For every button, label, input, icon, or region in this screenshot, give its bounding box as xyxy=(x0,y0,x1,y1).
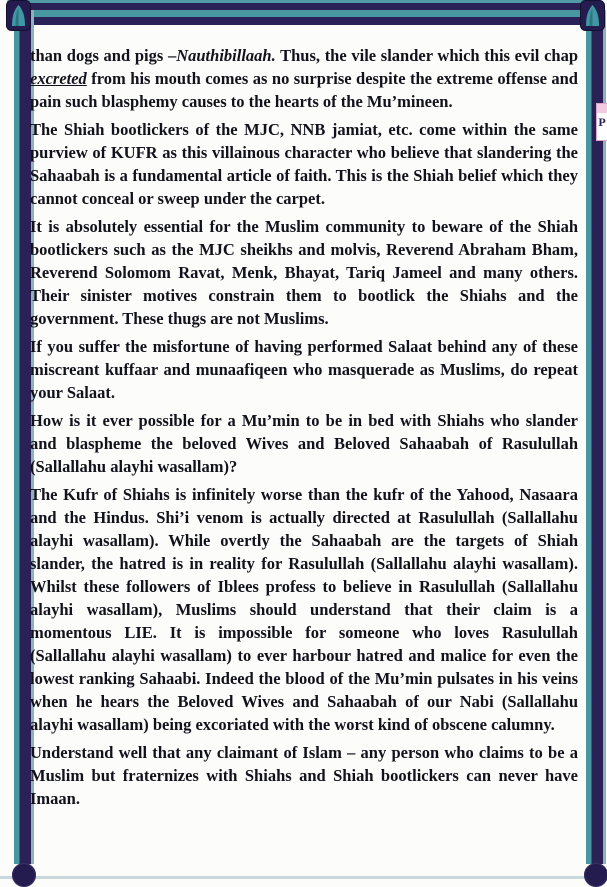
paragraph: It is absolutely essential for the Muslim community to beware of the Shiah bootlickers such as the MJC sheikhs and molvis, Reverend Abraham Bham, Reverend Solomom Ravat, Menk, Bhayat, Tariq Jameel and many others. Their sinister motives constrain them to bootlick the Shiahs and the government. These thugs are not Muslims. xyxy=(30,217,578,328)
edge-tab[interactable] xyxy=(596,103,607,141)
paragraph: How is it ever possible for a Mu’min to be in bed with Shiahs who slander and blaspheme the beloved Wives and Beloved Sahaabah of Rasulullah (Sallallahu alayhi wasallam)? xyxy=(30,411,578,476)
paragraph: Understand well that any claimant of Islam – any person who claims to be a Muslim but fraternizes with Shiahs and Shiah bootlickers can never have Imaan. xyxy=(30,743,578,808)
border-foot-right xyxy=(584,863,607,887)
edge-tab-label: P xyxy=(598,114,606,129)
paragraph: If you suffer the misfortune of having performed Salaat behind any of these miscreant kuffaar and munaafiqeen who masquerade as Muslims, do repeat your Salaat. xyxy=(30,337,578,402)
corner-ornament-top-right-icon xyxy=(580,0,605,31)
text-run-italic-underline: excreted xyxy=(30,69,87,88)
page-border-top xyxy=(7,0,602,25)
border-foot-left xyxy=(12,863,36,887)
page-bottom-rule xyxy=(0,876,607,879)
text-run: than dogs and pigs – xyxy=(30,46,177,65)
paragraph: The Shiah bootlickers of the MJC, NNB jamiat, etc. come within the same purview of KUFR as this villainous character who believe that slandering the Sahaabah is a fundamental article of faith. This is the Shiah belief which they cannot conceal or sweep under the carpet. xyxy=(30,120,578,208)
text-run: from his mouth comes as no surprise despite the extreme offense and pain such blasphemy causes to the hearts of the Mu’mineen. xyxy=(30,69,578,111)
document-text xyxy=(30,44,578,815)
paragraph xyxy=(30,44,578,113)
text-run: Thus, the vile slander which this evil chap xyxy=(275,46,578,65)
paragraph: The Kufr of Shiahs is infinitely worse than the kufr of the Yahood, Nasaara and the Hindus. Shi’i venom is actually directed at Rasulullah (Sallallahu alayhi wasallam). While overtly the Sahaabah are the targets of Shiah slander, the hatred is in reality for Rasulullah (Sallallahu alayhi wasallam). Whilst these followers of Iblees profess to believe in Rasulullah (Sallallahu alayhi wasallam), Muslims should understand that their claim is a momentous LIE. It is impossible for someone who loves Rasulullah (Sallallahu alayhi wasallam) to ever harbour hatred and malice for even the lowest ranking Sahaabi. Indeed the blood of the Mu’min pulsates in his veins when he hears the Beloved Wives and Sahaabah of our Nabi (Sallallahu alayhi wasallam) being excoriated with the worst kind of obscene calumny. xyxy=(30,485,578,734)
corner-ornament-top-left-icon xyxy=(6,0,31,31)
text-run-italic: Nauthibillaah. xyxy=(176,46,276,65)
